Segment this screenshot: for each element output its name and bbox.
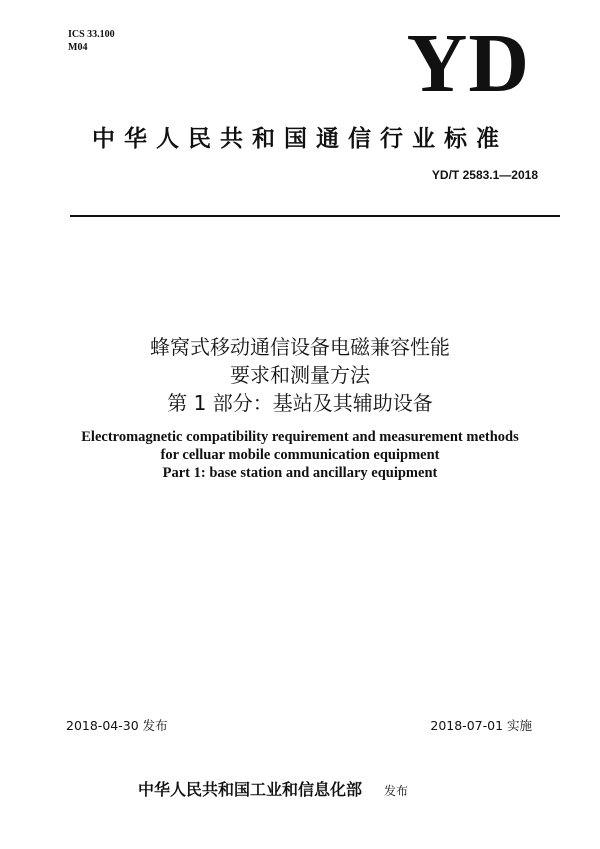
implementation-date: 2018-07-01 实施: [430, 718, 532, 733]
standard-number: YD/T 2583.1—2018: [431, 168, 538, 182]
chinese-title-line-1: 蜂窝式移动通信设备电磁兼容性能: [150, 335, 450, 359]
classification-codes: [68, 28, 115, 54]
header-divider: [70, 215, 560, 217]
english-title-line-3: Part 1: base station and ancillary equipment: [162, 465, 438, 481]
industry-standard-title: 中华人民共和国通信行业标准: [92, 126, 508, 152]
publisher: [138, 777, 408, 800]
publisher-name: 中华人民共和国工业和信息化部: [138, 780, 363, 799]
english-title-line-1: Electromagnetic compatibility requirement and measurement methods: [81, 429, 519, 445]
publish-action: 发布: [384, 784, 409, 798]
chinese-title-line-2: 要求和测量方法: [230, 363, 370, 387]
issue-date: 2018-04-30 发布: [66, 718, 168, 733]
ics-code: ICS 33.100: [68, 29, 115, 40]
english-title: [0, 428, 600, 482]
ccs-code: M04: [68, 42, 88, 53]
chinese-title: [0, 333, 600, 417]
yd-logo: YD: [406, 17, 530, 110]
english-title-line-2: for celluar mobile communication equipment: [160, 447, 440, 463]
chinese-title-line-3: 第 1 部分：基站及其辅助设备: [167, 391, 433, 415]
